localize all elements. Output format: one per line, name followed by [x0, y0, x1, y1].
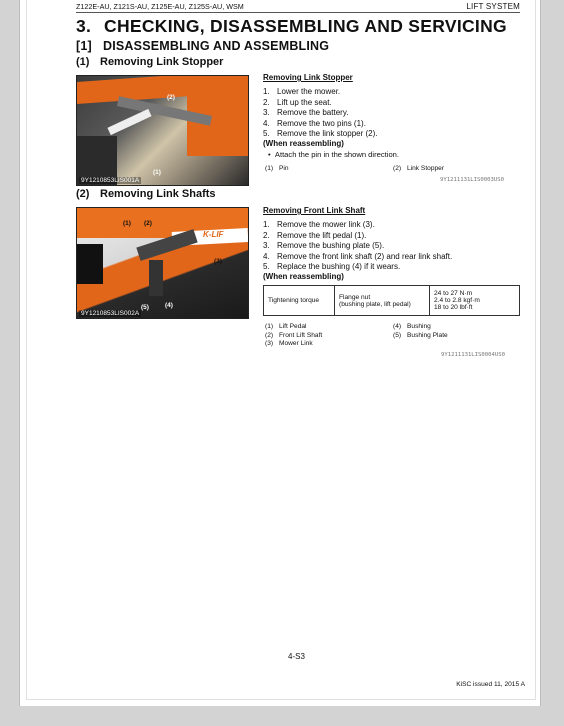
section1-title: Removing Link Stopper	[100, 56, 224, 68]
section1-heading	[76, 56, 223, 68]
step-item: 4. Remove the two pins (1).	[263, 118, 366, 128]
step-item: 1. Lower the mower.	[263, 87, 341, 96]
callout-pin: (1)	[153, 169, 161, 176]
callout-link-stopper: (2)	[167, 94, 175, 101]
step-item: 5. Remove the link stopper (2).	[263, 129, 378, 139]
step-item: 3. Remove the battery.	[263, 108, 349, 118]
step-item: 3. Remove the bushing plate (5).	[263, 241, 385, 251]
link-stopper-photo	[76, 75, 249, 186]
header-models: Z122E-AU, Z121S-AU, Z125E-AU, Z125S-AU, WSM	[76, 2, 244, 11]
callout-front-lift-shaft: (2)	[144, 220, 152, 227]
step-item: 1. Remove the mower link (3).	[263, 220, 375, 229]
subchapter-number: [1]	[76, 39, 92, 53]
chapter-title: CHECKING, DISASSEMBLING AND SERVICING	[104, 16, 507, 36]
section2-reassembly-heading: (When reassembling)	[263, 272, 344, 281]
legend-item: (2) Link Stopper	[393, 165, 445, 172]
section1-doc-code: 9Y1211131LIS0003US0	[440, 177, 504, 183]
section2-doc-code: 9Y1211131LIS0004US0	[441, 352, 505, 358]
subchapter-title: DISASSEMBLING AND ASSEMBLING	[103, 39, 330, 53]
torque-values: 24 to 27 N·m 2.4 to 2.8 kgf·m 18 to 20 lbf·ft	[430, 286, 520, 316]
subchapter-heading	[76, 39, 329, 53]
legend-item: (3) Mower Link	[265, 340, 313, 348]
step-item: 5. Replace the bushing (4) if it wears.	[263, 262, 401, 272]
chapter-number: 3.	[76, 16, 92, 36]
section1-subtitle: Removing Link Stopper	[263, 73, 353, 82]
section1-reassembly-note: • Attach the pin in the shown direction.	[268, 150, 399, 159]
legend-item: (5) Bushing Plate	[393, 331, 448, 339]
section1-steps	[263, 87, 378, 140]
torque-table	[263, 285, 520, 316]
torque-item: Flange nut (bushing plate, lift pedal)	[335, 286, 430, 316]
legend-item: (2) Front Lift Shaft	[265, 331, 323, 339]
link-shafts-photo	[76, 207, 249, 319]
section1-legend	[265, 165, 520, 174]
section2-heading	[76, 188, 216, 200]
step-item: 2. Remove the lift pedal (1).	[263, 230, 367, 240]
callout-bushing: (4)	[165, 302, 173, 309]
legend-item: (4) Bushing	[393, 323, 431, 330]
legend-item: (1) Pin	[265, 165, 289, 172]
photo-caption-1: 9Y1210853LIS001A	[81, 177, 140, 184]
section2-title: Removing Link Shafts	[100, 188, 216, 200]
section1-number: (1)	[76, 56, 90, 68]
section1-reassembly-heading: (When reassembling)	[263, 139, 344, 148]
brand-decal: K-LIF	[203, 230, 224, 239]
section2-legend	[265, 323, 520, 349]
step-item: 4. Remove the front link shaft (2) and rear link shaft.	[263, 251, 453, 261]
page-number: 4-S3	[288, 652, 305, 661]
callout-mower-link: (3)	[214, 258, 222, 265]
callout-lift-pedal: (1)	[123, 220, 131, 227]
header-rule	[76, 12, 520, 13]
legend-item: (1) Lift Pedal	[265, 323, 307, 330]
photo-caption-2: 9Y1210853LIS002A	[81, 310, 140, 317]
bullet-dot: •	[268, 150, 275, 159]
section2-subtitle: Removing Front Link Shaft	[263, 206, 366, 215]
callout-bushing-plate: (5)	[141, 304, 149, 311]
header-section: LIFT SYSTEM	[466, 2, 520, 11]
chapter-heading	[76, 16, 507, 37]
torque-label: Tightening torque	[264, 286, 335, 316]
section2-number: (2)	[76, 188, 90, 200]
footer-issue: KiSC issued 11, 2015 A	[456, 681, 525, 688]
step-item: 2. Lift up the seat.	[263, 97, 332, 107]
section2-steps	[263, 220, 452, 273]
